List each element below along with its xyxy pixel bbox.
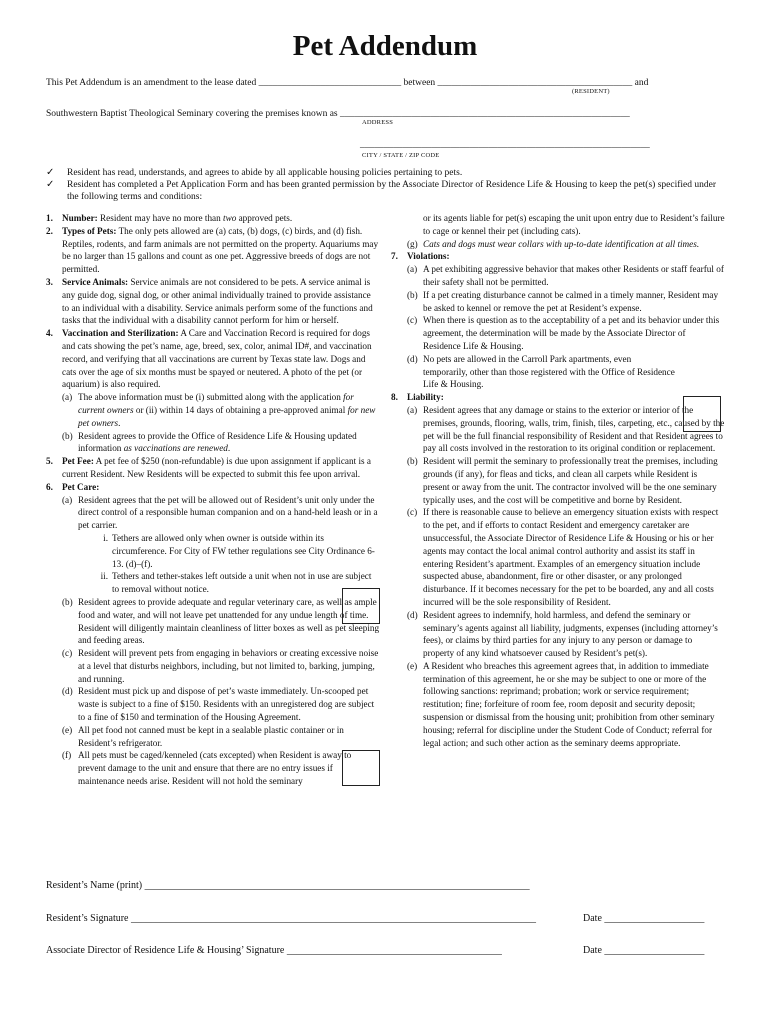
pet-care-f-continued: or its agents liable for pet(s) escaping the unit upon entry due to Resident’s failure to cage or kennel their pet (including cats). <box>423 213 725 236</box>
checkmark-icon: ✓ <box>46 179 55 190</box>
violations-b: (b) If a pet creating disturbance cannot be calmed in a timely manner, Resident may be asked to kennel or remove the pet at Resident’s expense. <box>407 289 719 313</box>
liability-e: (e) A Resident who breaches this agreement agrees that, in addition to immediate termination of this agreement, he or she may be subject to one or more of the following sanctions: reprimand; probation; work or service requirement; restitution; fine; forfeiture of room fee, room deposit and security deposit; suspension or dismissal from the housing unit; prohibition from other seminary housing; referral for discipline under the Student Code of Conduct; referral for legal action; and such other action as the seminary deems appropriate. <box>407 660 715 748</box>
terms-left-column <box>46 212 380 788</box>
checkmark-icon: ✓ <box>46 167 55 178</box>
term-vaccination: 4. Vaccination and Sterilization: A Care and Vaccination Record is required for dogs and cats showing the pet’s name, age, breed, sex, color, animal ID#, and vaccination record, and verifying that all vaccinations are current by Texas state law. Dogs and cats over the age of six months must be spayed or neutered. A photo of the pet (or aquarium) is also required. (a) The above information must be (i) submitted along with the application for current owners or (ii) within 14 days of obtaining a pre-approved animal for new pet owners. (b) Resident agrees to provide the Office of Residence Life & Housing updated information as vaccinations are renewed. <box>46 327 380 455</box>
term-pet-care: 6. Pet Care: (a) Resident agrees that the pet will be allowed out of Resident’s unit only under the direct control of a responsible human companion and on a hand-held leash or in a pet carrier. i. Tethers are allowed only when owner is outside within its circumference. For City of FW tether regulations see City Ordinance 6-13. (d)–(f). ii. Tethers and tether-stakes left outside a unit when not in use are subject to removal without notice. (b) Resident agrees to provide adequate and regular veterinary care, as well as ample food and water, and will not leave pet unattended for any undue length of time. Resident will diligently maintain cleanliness of litter boxes as well as pet sleeping and feeding areas. (c) Resident will prevent pets from engaging in behaviors or creating excessive noise at a level that disturbs neighbors, including, but not limited to, barking, jumping, and running. (d) Resident must pick up and dispose of pet’s waste immediately. Un-scooped pet waste is subject to a fine of $150. Residents with an unregistered dog are subject to a fine of $150 and termination of the Housing Agreement. (e) All pet food not canned must be kept in a sealable plastic container or in Resident’s refrigerator. (f) All pets must be caged/kenneled (cats excepted) when Resident is away to prevent damage to the unit and ensure that there are no entry issues if maintenance needs arise. Resident will not hold the seminary <box>46 481 380 787</box>
liability-a: (a) Resident agrees that any damage or stains to the exterior or interior of the premises, grounds, flooring, walls, trim, finish, tiles, carpeting, etc., caused by the pet will be the full financial responsibility of Resident and that Resident agrees to pay all costs involved in the restoration to its original condition or replacement. <box>407 404 725 454</box>
address-label: ADDRESS <box>362 119 394 126</box>
term-service-animals: 3. Service Animals: Service animals are not considered to be pets. A service animal is any guide dog, signal dog, or other animal individually trained to provide assistance to an individual with a disability. Service animals perform some of the functions and tasks that the individual with a disability cannot perform for him or herself. <box>46 276 373 326</box>
pet-care-a-ii: ii. Tethers and tether-stakes left outside a unit when not in use are subject to removal without notice. <box>100 571 372 595</box>
term-types-of-pets: 2. Types of Pets: The only pets allowed are (a) cats, (b) dogs, (c) birds, and (d) fish. Reptiles, rodents, and farm animals are not permitted on the property. Aquariums may be no larger than 15 gallons and count as one pet. Aggressive breeds of dogs are not permitted. <box>46 225 379 275</box>
resident-label: (RESIDENT) <box>572 88 610 95</box>
acknowledgement-text: Resident has completed a Pet Application Form and has been granted permission by the Associate Director of Residence Life & Housing to keep the pet(s) specified under the following terms and conditions: <box>67 180 716 202</box>
violations-d: (d) No pets are allowed in the Carroll Park apartments, even temporarily, other than those registered with the Office of Residence Life & Housing. <box>407 353 675 390</box>
pet-care-a-i: i. Tethers are allowed only when owner is outside within its circumference. For City of FW tether regulations see City Ordinance 6-13. (d)–(f). <box>103 532 375 569</box>
pet-care-g: (g) Cats and dogs must wear collars with up-to-date identification at all times. <box>407 238 700 249</box>
resident-date-field[interactable]: Date ____________________ <box>583 913 705 924</box>
terms-right-column <box>391 212 725 749</box>
city-state-zip-line: _____________________________________________________________ <box>360 140 650 150</box>
initials-box-pet-care-2[interactable] <box>342 750 380 786</box>
liability-b: (b) Resident will permit the seminary to professionally treat the premises, including grounds (if any), for fleas and ticks, and clean all carpets while Resident is present or away from the unit. The contractor involved will be the one seminary typically uses, and the cost will be competitive and borne by Resident. <box>407 456 718 505</box>
pet-care-a: (a) Resident agrees that the pet will be allowed out of Resident’s unit only under the direct control of a responsible human companion and on a hand-held leash or in a pet carrier. <box>62 494 378 531</box>
violations-a: (a) A pet exhibiting aggressive behavior that makes other Residents or staff fearful of their safety shall not be permitted. <box>407 264 724 287</box>
acknowledgement-item <box>46 179 716 203</box>
initials-box-violations[interactable] <box>683 396 721 432</box>
lease-date-line: This Pet Addendum is an amendment to the lease dated ______________________________ between _________________________________________ and <box>46 78 649 88</box>
term-liability: 8. Liability: (a) Resident agrees that any damage or stains to the exterior or interior of the premises, grounds, flooring, walls, trim, finish, tiles, carpeting, etc., caused by the pet will be the full financial responsibility of Resident and that Resident agrees to pay all costs involved in the restoration to its original condition or replacement. (b) Resident will permit the seminary to professionally treat the premises, including grounds (if any), for fleas and ticks, and clean all carpets while Resident is present or away from the unit. The contractor involved will be the one seminary typically uses, and the cost will be competitive and borne by Resident. (c) If there is reasonable cause to believe an emergency situation exists with respect to the pet, and if efforts to contact Resident and emergency caretaker are unsuccessful, the Associate Director of Residence Life & Housing or his or her agents may contact the local animal control authority and assist its staff in entering Resident’s apartment. Examples of an emergency situation include suspected abuse, abandonment, fire or other disaster, or any prolonged disturbance. If it becomes necessary for the pet to be boarded, any and all costs incurred will be the sole responsibility of Resident. (d) Resident agrees to indemnify, hold harmless, and defend the seminary or seminary’s agents against all liability, judgments, expenses (including attorney’s fees), or claims by third parties for any injury to any person or damage to property of any kind whatsoever caused by Resident’s pet(s). (e) A Resident who breaches this agreement agrees that, in addition to immediate termination of this agreement, he or she may be subject to one or more of the following sanctions: reprimand; probation; work or service requirement; restitution; fine; forfeiture of room fee, room deposit and security deposit; suspension or dismissal from the housing unit; prohibition from other seminary housing; referral for discipline under the Student Code of Conduct; referral for legal action; and such other action as the seminary deems appropriate. <box>391 392 725 748</box>
acknowledgement-list <box>46 167 716 203</box>
resident-name-field[interactable]: Resident’s Name (print) _____________________________________________________________________________ <box>46 880 530 891</box>
term-vaccination-b: (b) Resident agrees to provide the Office of Residence Life & Housing updated information as vaccinations are renewed. <box>62 430 357 454</box>
acknowledgement-text: Resident has read, understands, and agrees to abide by all applicable housing policies pertaining to pets. <box>67 168 463 178</box>
pet-care-e: (e) All pet food not canned must be kept in a sealable plastic container or in Resident’s refrigerator. <box>62 724 344 748</box>
violations-c: (c) When there is question as to the acceptability of a pet and its behavior under this agreement, the determination will be made by the Associate Director of Residence Life & Housing. <box>407 315 720 351</box>
initials-box-pet-care[interactable] <box>342 588 380 624</box>
page-title: Pet Addendum <box>292 30 478 62</box>
liability-c: (c) If there is reasonable cause to believe an emergency situation exists with respect to the pet, and if efforts to contact Resident and emergency caretaker are unsuccessful, the Associate Director of Residence Life & Housing or his or her agents may contact the local animal control authority and assist its staff in entering Resident’s apartment. Examples of an emergency situation include suspected abuse, abandonment, fire or other disaster, or any prolonged disturbance. If it becomes necessary for the pet to be boarded, any and all costs incurred will be the sole responsibility of Resident. <box>407 507 719 607</box>
resident-signature-field[interactable]: Resident’s Signature _________________________________________________________________________________ <box>46 913 536 924</box>
associate-director-signature-field[interactable]: Associate Director of Residence Life & Housing’ Signature ___________________________________________ <box>46 945 502 956</box>
pet-care-d: (d) Resident must pick up and dispose of pet’s waste immediately. Un-scooped pet waste is subject to a fine of $150. Residents with an unregistered dog are subject to a fine of $150 and termination of the Housing Agreement. <box>62 686 375 723</box>
premises-line: Southwestern Baptist Theological Seminary covering the premises known as _____________________________________________________________ <box>46 109 630 119</box>
city-state-zip-label: CITY / STATE / ZIP CODE <box>362 152 440 159</box>
pet-care-f: (f) All pets must be caged/kenneled (cats excepted) when Resident is away to prevent damage to the unit and ensure that there are no entry issues if maintenance needs arise. Resident will not hold the seminary <box>62 750 352 787</box>
pet-care-c: (c) Resident will prevent pets from engaging in behaviors or creating excessive noise at a level that disturbs neighbors, including, but not limited to, barking, jumping, and running. <box>62 648 379 684</box>
term-pet-fee: 5. Pet Fee: A pet fee of $250 (non-refundable) is due upon assignment if applicant is a current Resident. New Residents will be expected to submit this fee upon arrival. <box>46 456 371 479</box>
term-number: 1. Number: Resident may have no more than two approved pets. <box>46 213 293 223</box>
acknowledgement-item <box>46 167 716 179</box>
term-violations: 7. Violations: (a) A pet exhibiting aggressive behavior that makes other Residents or staff fearful of their safety shall not be permitted. (b) If a pet creating disturbance cannot be calmed in a timely manner, Resident may be asked to kennel or remove the pet at Resident’s expense. (c) When there is question as to the acceptability of a pet and its behavior under this agreement, the determination will be made by the Associate Director of Residence Life & Housing. (d) No pets are allowed in the Carroll Park apartments, even temporarily, other than those registered with the Office of Residence Life & Housing. <box>391 251 724 390</box>
associate-director-date-field[interactable]: Date ____________________ <box>583 945 705 956</box>
term-vaccination-a: (a) The above information must be (i) submitted along with the application for current owners or (ii) within 14 days of obtaining a pre-approved animal for new pet owners. <box>62 392 376 428</box>
pet-care-b: (b) Resident agrees to provide adequate and regular veterinary care, as well as ample food and water, and will not leave pet unattended for any undue length of time. Resident will diligently maintain cleanliness of litter boxes as well as pet sleeping and feeding areas. <box>62 596 380 646</box>
liability-d: (d) Resident agrees to indemnify, hold harmless, and defend the seminary or seminary’s agents against all liability, judgments, expenses (including attorney’s fees), or claims by third parties for any injury to any person or damage to property of any kind whatsoever caused by Resident’s pet(s). <box>407 609 718 659</box>
